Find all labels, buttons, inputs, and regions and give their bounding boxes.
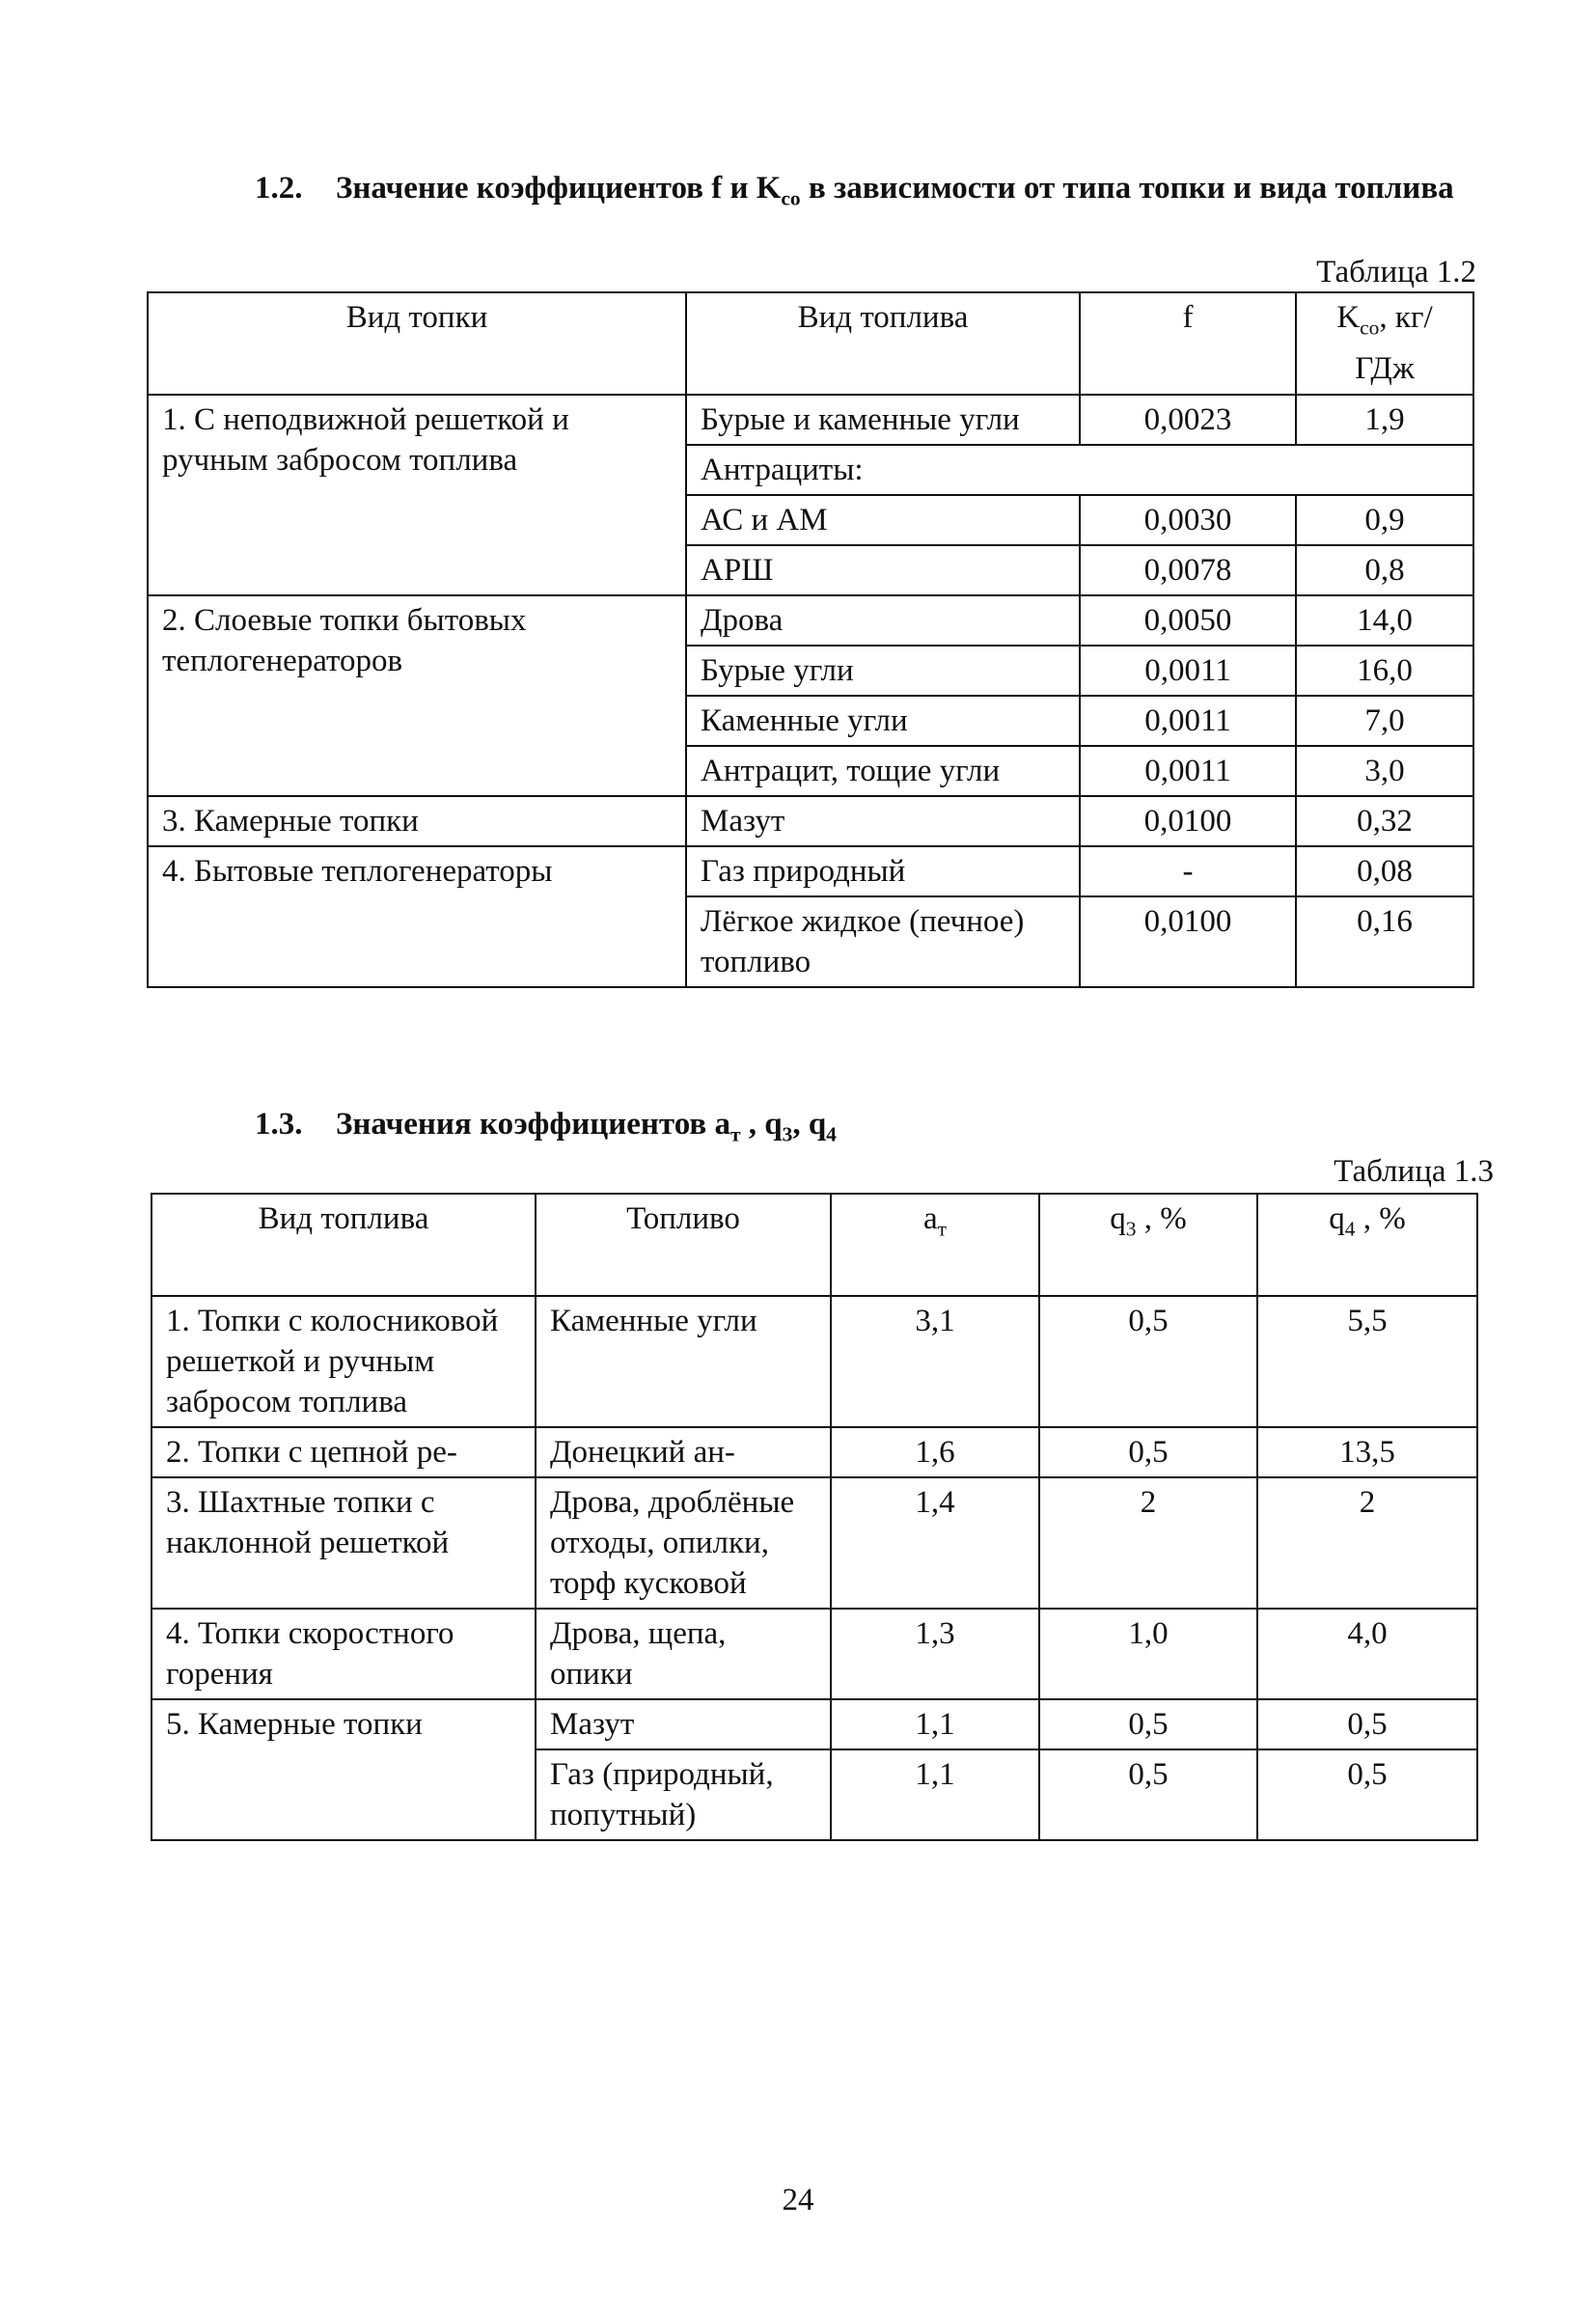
fuel-cell: Лёгкое жидкое (печное) топливо (686, 896, 1080, 987)
fuel-cell: Бурые и каменные угли (686, 395, 1080, 445)
header-q3-unit: , % (1136, 1201, 1187, 1236)
fuel-cell: Каменные угли (686, 696, 1080, 746)
table-1-2-header-row (148, 292, 1473, 395)
q4-cell: 0,5 (1257, 1749, 1477, 1840)
header-furnace-type: Вид топки (148, 292, 686, 395)
section-1-3-title-sub-3: 3 (782, 1122, 793, 1146)
fuel-cell: Дрова (686, 595, 1080, 646)
header-at-main: a (922, 1201, 938, 1236)
q4-cell: 5,5 (1257, 1296, 1477, 1427)
header-kco-unit: , кг/ГДж (1355, 300, 1433, 386)
fuel-cell: Антрациты: (686, 445, 1473, 495)
kco-cell: 0,08 (1296, 846, 1473, 896)
table-row (151, 1477, 1477, 1609)
q3-cell: 0,5 (1039, 1749, 1257, 1840)
header-fuel-type: Вид топлива (686, 292, 1080, 395)
section-1-2-title-rest: в зависимости от типа топки и вида топлива (800, 171, 1454, 206)
table-1-3-header-row (151, 1194, 1477, 1296)
table-row (148, 846, 1473, 896)
header-fuel: Топливо (536, 1194, 831, 1296)
q4-cell: 0,5 (1257, 1699, 1477, 1749)
furnace-cell: 2. Слоевые топки бытовых теплогенераторов (148, 595, 686, 796)
f-cell: 0,0078 (1080, 545, 1296, 595)
fuel-cell: Каменные угли (536, 1296, 831, 1427)
at-cell: 1,1 (831, 1749, 1039, 1840)
section-1-3-title-rest2: , q (792, 1107, 827, 1142)
f-cell: 0,0023 (1080, 395, 1296, 445)
page-number: 24 (782, 2183, 814, 2217)
fuel-cell: Газ природный (686, 846, 1080, 896)
header-q4-unit: , % (1355, 1201, 1406, 1236)
fuel-cell: Газ (природный, попутный) (536, 1749, 831, 1840)
header-q3 (1039, 1194, 1257, 1296)
fuel-cell: Донецкий ан- (536, 1427, 831, 1477)
header-at-sub: т (937, 1217, 948, 1241)
q3-cell: 2 (1039, 1477, 1257, 1609)
f-cell: 0,0100 (1080, 896, 1296, 987)
header-f: f (1080, 292, 1296, 395)
fuel-cell: АС и АМ (686, 495, 1080, 545)
section-1-3-title-sub-4: 4 (826, 1122, 837, 1146)
header-kco-main: K (1336, 300, 1361, 335)
f-cell: 0,0011 (1080, 746, 1296, 796)
kco-cell: 0,9 (1296, 495, 1473, 545)
at-cell: 1,3 (831, 1609, 1039, 1699)
section-1-2-title-text: Значение коэффициентов f и K (336, 171, 782, 206)
table-row (151, 1699, 1477, 1749)
table-1-2-caption: Таблица 1.2 (1316, 255, 1476, 289)
section-1-3-title-sub-t: т (729, 1122, 741, 1146)
f-cell: 0,0011 (1080, 646, 1296, 696)
header-at (831, 1194, 1039, 1296)
fuel-cell: Антрацит, тощие угли (686, 746, 1080, 796)
header-q4-main: q (1329, 1201, 1345, 1236)
fuel-kind-cell: 1. Топки с колосниковой решеткой и ручным забросом топлива (151, 1296, 536, 1427)
kco-cell: 3,0 (1296, 746, 1473, 796)
fuel-kind-cell: 4. Топки скоростного горения (151, 1609, 536, 1699)
table-row (151, 1296, 1477, 1427)
at-cell: 1,1 (831, 1699, 1039, 1749)
table-row (151, 1427, 1477, 1477)
header-kco (1296, 292, 1473, 395)
q4-cell: 13,5 (1257, 1427, 1477, 1477)
kco-cell: 16,0 (1296, 646, 1473, 696)
at-cell: 1,4 (831, 1477, 1039, 1609)
at-cell: 1,6 (831, 1427, 1039, 1477)
q3-cell: 0,5 (1039, 1699, 1257, 1749)
section-1-2-number: 1.2. (255, 171, 303, 206)
table-row (148, 796, 1473, 846)
table-row (151, 1609, 1477, 1699)
header-q4-sub: 4 (1344, 1217, 1356, 1241)
fuel-cell: Бурые угли (686, 646, 1080, 696)
section-1-3-title-text: Значения коэффициентов a (336, 1107, 730, 1142)
furnace-cell: 1. С неподвижной решеткой и ручным забросом топлива (148, 395, 686, 595)
q4-cell: 4,0 (1257, 1609, 1477, 1699)
at-cell: 3,1 (831, 1296, 1039, 1427)
fuel-cell: Мазут (686, 796, 1080, 846)
section-1-2-title (255, 168, 1500, 219)
fuel-cell: Дрова, щепа, опики (536, 1609, 831, 1699)
q3-cell: 0,5 (1039, 1427, 1257, 1477)
fuel-cell: Дрова, дроблёные отходы, опилки, торф кусковой (536, 1477, 831, 1609)
header-q3-main: q (1110, 1201, 1126, 1236)
f-cell: 0,0100 (1080, 796, 1296, 846)
kco-cell: 0,16 (1296, 896, 1473, 987)
section-1-3-number: 1.3. (255, 1107, 303, 1142)
table-1-3-caption: Таблица 1.3 (1334, 1154, 1494, 1189)
furnace-cell: 3. Камерные топки (148, 796, 686, 846)
kco-cell: 14,0 (1296, 595, 1473, 646)
table-1-3 (151, 1193, 1478, 1841)
table-row (148, 395, 1473, 445)
header-kco-sub: co (1360, 316, 1380, 340)
header-q3-sub: 3 (1125, 1217, 1137, 1241)
table-row (148, 595, 1473, 646)
f-cell: - (1080, 846, 1296, 896)
fuel-kind-cell: 5. Камерные топки (151, 1699, 536, 1840)
header-fuel-kind: Вид топлива (151, 1194, 536, 1296)
furnace-cell: 4. Бытовые теплогенераторы (148, 846, 686, 987)
f-cell: 0,0050 (1080, 595, 1296, 646)
f-cell: 0,0011 (1080, 696, 1296, 746)
header-q4 (1257, 1194, 1477, 1296)
section-1-3-title-rest: , q (740, 1107, 783, 1142)
fuel-kind-cell: 2. Топки с цепной ре- (151, 1427, 536, 1477)
fuel-kind-cell: 3. Шахтные топки с наклонной решеткой (151, 1477, 536, 1609)
q4-cell: 2 (1257, 1477, 1477, 1609)
kco-cell: 0,32 (1296, 796, 1473, 846)
f-cell: 0,0030 (1080, 495, 1296, 545)
section-1-2-title-sub: co (781, 186, 801, 210)
q3-cell: 1,0 (1039, 1609, 1257, 1699)
table-1-2 (147, 291, 1474, 988)
kco-cell: 0,8 (1296, 545, 1473, 595)
q3-cell: 0,5 (1039, 1296, 1257, 1427)
section-1-3-title (255, 1104, 1500, 1155)
kco-cell: 1,9 (1296, 395, 1473, 445)
kco-cell: 7,0 (1296, 696, 1473, 746)
fuel-cell: Мазут (536, 1699, 831, 1749)
fuel-cell: АРШ (686, 545, 1080, 595)
